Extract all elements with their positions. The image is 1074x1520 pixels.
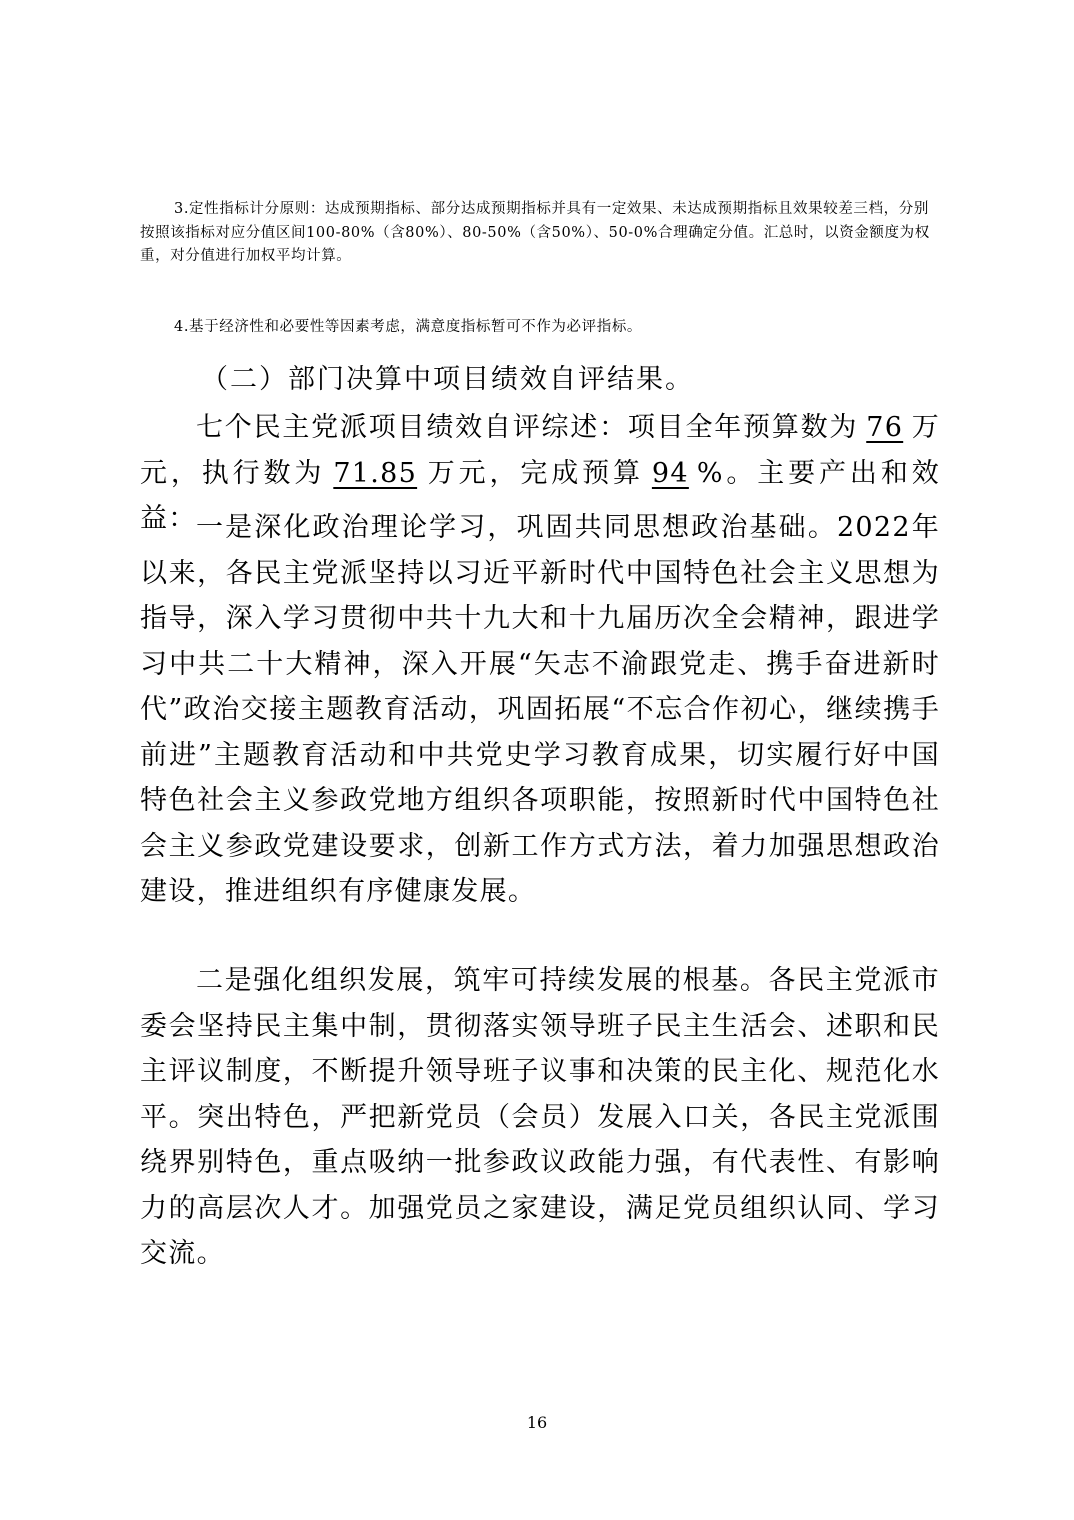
- summary-unit-2: 万元，完成预算: [425, 457, 644, 489]
- note-3-text: 3.定性指标计分原则：达成预期指标、部分达成预期指标并具有一定效果、未达成预期指标且效果较差三档，分别按照该指标对应分值区间100-80%（含80%）、80-50%（含50%）、50-0%合理确定分值。汇总时，以资金额度为权重，对分值进行加权平均计算。: [140, 201, 930, 264]
- summary-prefix: 七个民主党派项目绩效自评综述：项目全年预算数为: [196, 412, 859, 443]
- completion-rate: 94: [651, 457, 689, 489]
- paragraph-one-text: 一是深化政治理论学习，巩固共同思想政治基础。2022年以来，各民主党派坚持以习近平新时代中国特色社会主义思想为指导，深入学习贯彻中共十九大和十九届历次全会精神，跟进学习中共二十大精神，深入开展“矢志不渝跟党走、携手奋进新时代”政治交接主题教育活动，巩固拓展“不忘合作初心，继续携手前进”主题教育活动和中共党史学习教育成果，切实履行好中国特色社会主义参政党地方组织各项职能，按照新时代中国特色社会主义参政党建设要求，创新工作方式方法，着力加强思想政治建设，推进组织有序健康发展。: [140, 512, 940, 907]
- summary-unit-1: 万元，执行数为: [140, 412, 940, 489]
- paragraph-two-text: 二是强化组织发展，筑牢可持续发展的根基。各民主党派市委会坚持民主集中制，贯彻落实领导班子民主生活会、述职和民主评议制度，不断提升领导班子议事和决策的民主化、规范化水平。突出特色，严把新党员（会员）发展入口关，各民主党派围绕界别特色，重点吸纳一批参政议政能力强，有代表性、有影响力的高层次人才。加强党员之家建设，满足党员组织认同、学习交流。: [140, 965, 940, 1269]
- note-satisfaction: [140, 316, 940, 340]
- budget-value: 76: [866, 412, 904, 443]
- paragraph-theory-study: [140, 505, 940, 915]
- section-heading: （二）部门决算中项目绩效自评结果。: [201, 364, 694, 395]
- summary-suffix: %。主要产出和效益：: [140, 457, 940, 534]
- paragraph-organization: [140, 958, 940, 1277]
- executed-value: 71.85: [333, 457, 418, 489]
- note-scoring-principle: [140, 198, 940, 269]
- note-4-text: 4.基于经济性和必要性等因素考虑，满意度指标暂可不作为必评指标。: [174, 319, 643, 335]
- page-number: 16: [526, 1413, 548, 1432]
